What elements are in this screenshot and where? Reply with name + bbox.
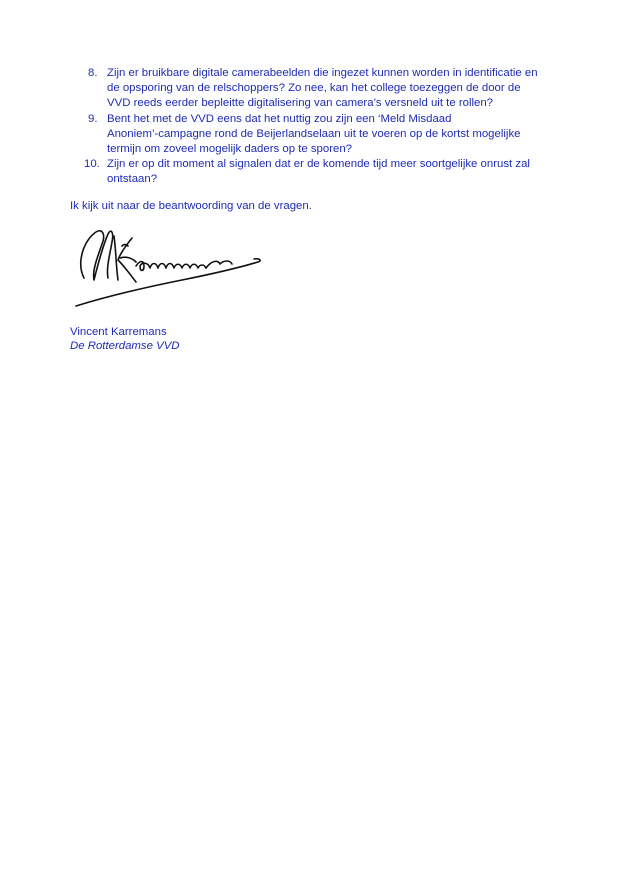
question-list: [84, 66, 568, 188]
closing-sentence: Ik kijk uit naar de beantwoording van de vragen.: [70, 200, 312, 212]
question-number: 10.: [84, 158, 100, 171]
question-number: 8.: [88, 67, 98, 79]
question-line: termijn om zoveel mogelijk daders op te sporen?: [107, 143, 353, 156]
signer-name: Vincent Karremans: [70, 326, 167, 338]
signer-organization: De Rotterdamse VVD: [70, 340, 180, 352]
question-item: [88, 66, 568, 112]
handwritten-signature: [62, 222, 272, 312]
question-item: [84, 157, 568, 187]
question-line: ontstaan?: [107, 173, 158, 186]
question-number: 9.: [88, 112, 98, 125]
question-line: Zijn er op dit moment al signalen dat er de komende tijd meer soortgelijke onrust zal: [107, 158, 530, 171]
question-line: Anoniem’-campagne rond de Beijerlandselaan uit te voeren op de kortst mogelijke: [107, 127, 521, 140]
question-item: [88, 112, 568, 158]
question-line: Zijn er bruikbare digitale camerabeelden die ingezet kunnen worden in identificatie en: [107, 67, 538, 79]
question-line: Bent het met de VVD eens dat het nuttig zou zijn een ‘Meld Misdaad: [107, 112, 452, 125]
question-line: VVD reeds eerder bepleitte digitalisering van camera’s versneld uit te rollen?: [107, 97, 494, 110]
question-line: de opsporing van de relschoppers? Zo nee, kan het college toezeggen de door de: [107, 82, 521, 95]
